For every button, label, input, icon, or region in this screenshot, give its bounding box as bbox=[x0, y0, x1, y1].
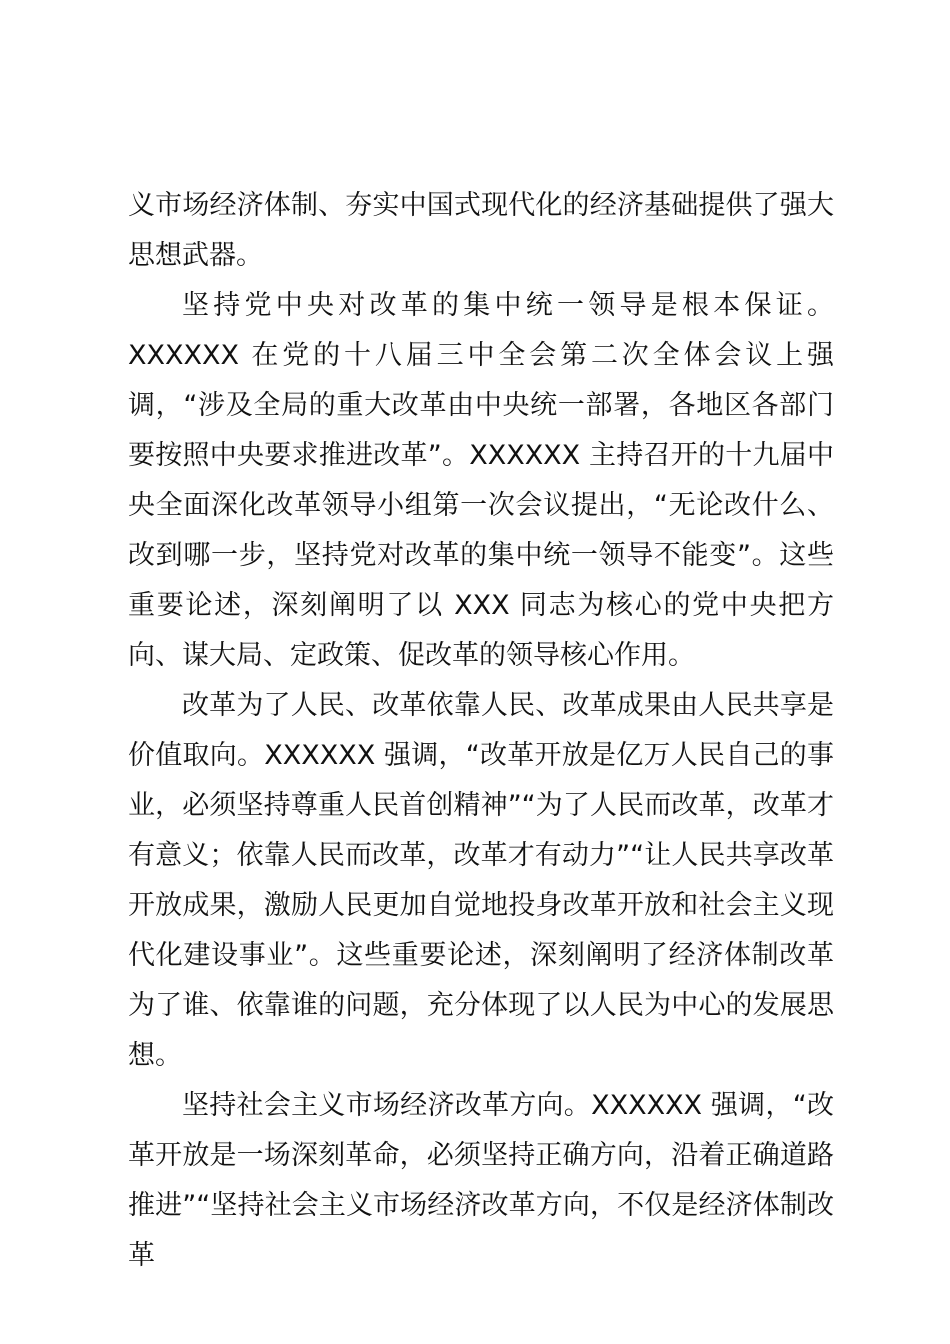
paragraph-market-economy-direction: 坚持社会主义市场经济改革方向。XXXXXX 强调，“改革开放是一场深刻革命，必须坚持正确方向，沿着正确道路推进”“坚持社会主义市场经济改革方向，不仅是经济体制改革 bbox=[128, 1090, 834, 1271]
paragraph-people-centered: 改革为了人民、改革依靠人民、改革成果由人民共享是价值取向。XXXXXX 强调，“改革开放是亿万人民自己的事业，必须坚持尊重人民首创精神”“为了人民而改革，改革才有意义；依靠人民而改革，改革才有动力”“让人民共享改革开放成果，激励人民更加自觉地投身改革开放和社会主义现代化建设事业”。这些重要论述，深刻阐明了经济体制改革为了谁、依靠谁的问题，充分体现了以人民为中心的发展思想。 bbox=[128, 690, 834, 1071]
paragraph-continuation: 义市场经济体制、夯实中国式现代化的经济基础提供了强大思想武器。 bbox=[128, 190, 834, 271]
document-body bbox=[128, 181, 834, 1281]
paragraph-party-leadership: 坚持党中央对改革的集中统一领导是根本保证。XXXXXX 在党的十八届三中全会第二次全体会议上强调，“涉及全局的重大改革由中央统一部署，各地区各部门要按照中央要求推进改革”。XXXXXX 主持召开的十九届中央全面深化改革领导小组第一次会议提出，“无论改什么、改到哪一步，坚持党对改革的集中统一领导不能变”。这些重要论述，深刻阐明了以 XXX 同志为核心的党中央把方向、谋大局、定政策、促改革的领导核心作用。 bbox=[128, 290, 834, 671]
